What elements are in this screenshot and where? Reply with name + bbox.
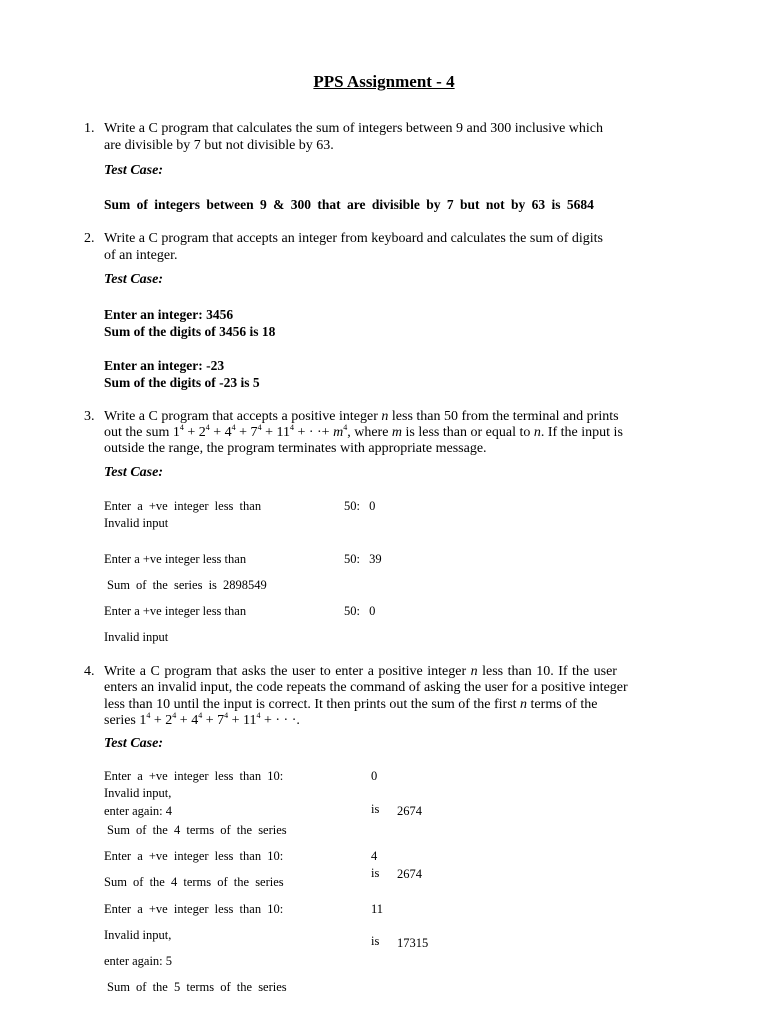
q3-text-line1: Write a C program that accepts a positive integer n less than 50 from the terminal and prints xyxy=(104,409,619,424)
q4-number: 4. xyxy=(84,664,95,679)
q1-number: 1. xyxy=(84,121,95,136)
q2-output-line2: Sum of the digits of 3456 is 18 xyxy=(104,324,276,339)
q2-text-line1: Write a C program that accepts an integer from keyboard and calculates the sum of digits xyxy=(104,231,603,246)
q4-block3-invalid: Invalid input, xyxy=(104,928,172,942)
q2-output-line4: Sum of the digits of -23 is 5 xyxy=(104,375,260,390)
q4-block2-sum-line: Sum of the 4 terms of the series xyxy=(104,875,284,889)
page-title xyxy=(0,72,768,92)
q2-output-line1: Enter an integer: 3456 xyxy=(104,307,234,322)
q4-block2-prompt: Enter a +ve integer less than 10: xyxy=(104,849,284,863)
q4-block1-invalid: Invalid input, xyxy=(104,786,172,800)
q4-block2-result: 2674 xyxy=(397,867,422,881)
q4-block3-is: is xyxy=(371,934,380,948)
q4-block3-prompt: Enter a +ve integer less than 10: xyxy=(104,902,284,916)
q2-output-line3: Enter an integer: -23 xyxy=(104,358,225,373)
q4-block1-prompt: Enter a +ve integer less than 10: xyxy=(104,769,284,783)
q4-block1-result: 2674 xyxy=(397,804,422,818)
q2-number: 2. xyxy=(84,231,95,246)
q4-text-line1: Write a C program that asks the user to enter a positive integer n less than 10. If the user xyxy=(104,664,617,679)
q1-result: Sum of integers between 9 & 300 that are divisible by 7 but not by 63 is 5684 xyxy=(104,197,594,212)
q3-number: 3. xyxy=(84,409,95,424)
q3-text-line2: out the sum $1^4 + 2^4 + 4^4 + 7^4 + 11^4$ + · ·+ $m^4$, where m is less than or equal to n. If the input is xyxy=(104,423,623,440)
q4-block3-input: 11 xyxy=(371,902,384,916)
q4-block1-input: 0 xyxy=(371,769,378,783)
q1-text-line2: are divisible by 7 but not divisible by 63. xyxy=(104,138,334,153)
q3-output-row3-value: 50: 39 xyxy=(344,552,382,566)
q3-output-row4: Sum of the series is 2898549 xyxy=(107,578,267,592)
q4-text-line3: less than 10 until the input is correct. It then prints out the sum of the first n terms of the xyxy=(104,697,598,712)
q4-block3-result: 17315 xyxy=(397,936,429,950)
q3-test-case-label: Test Case: xyxy=(104,465,163,480)
q4-block1-enter-again: enter again: 4 xyxy=(104,804,173,818)
q4-block1-is: is xyxy=(371,802,380,816)
q3-text-line3: outside the range, the program terminates with appropriate message. xyxy=(104,441,487,456)
q1-test-case-label: Test Case: xyxy=(104,163,163,178)
q4-block2-input: 4 xyxy=(371,849,378,863)
q1-text-line1: Write a C program that calculates the sum of integers between 9 and 300 inclusive which xyxy=(104,121,604,136)
q3-output-row1-value: 50: 0 xyxy=(344,499,376,513)
q4-block2-is: is xyxy=(371,866,380,880)
q4-text-line4: series $1^4 + 2^4 + 4^4 + 7^4 + 11^4$ + · · ·. xyxy=(104,711,300,728)
q4-text-line2: enters an invalid input, the code repeats the command of asking the user for a positive integer xyxy=(104,680,628,695)
q3-output-row1-label: Enter a +ve integer less than xyxy=(104,499,262,513)
q3-output-row6: Invalid input xyxy=(104,630,169,644)
q4-block3-sum-line: Sum of the 5 terms of the series xyxy=(107,980,287,994)
q3-output-row3-label: Enter a +ve integer less than xyxy=(104,552,247,566)
q2-text-line2: of an integer. xyxy=(104,248,178,263)
page-title-text: PPS Assignment - 4 xyxy=(313,72,455,91)
q4-test-case-label: Test Case: xyxy=(104,736,163,751)
q3-output-row5-value: 50: 0 xyxy=(344,604,376,618)
q2-test-case-label: Test Case: xyxy=(104,272,163,287)
q3-output-row2: Invalid input xyxy=(104,516,169,530)
q4-block1-sum-line: Sum of the 4 terms of the series xyxy=(107,823,287,837)
q4-block3-enter-again: enter again: 5 xyxy=(104,954,173,968)
q3-output-row5-label: Enter a +ve integer less than xyxy=(104,604,247,618)
